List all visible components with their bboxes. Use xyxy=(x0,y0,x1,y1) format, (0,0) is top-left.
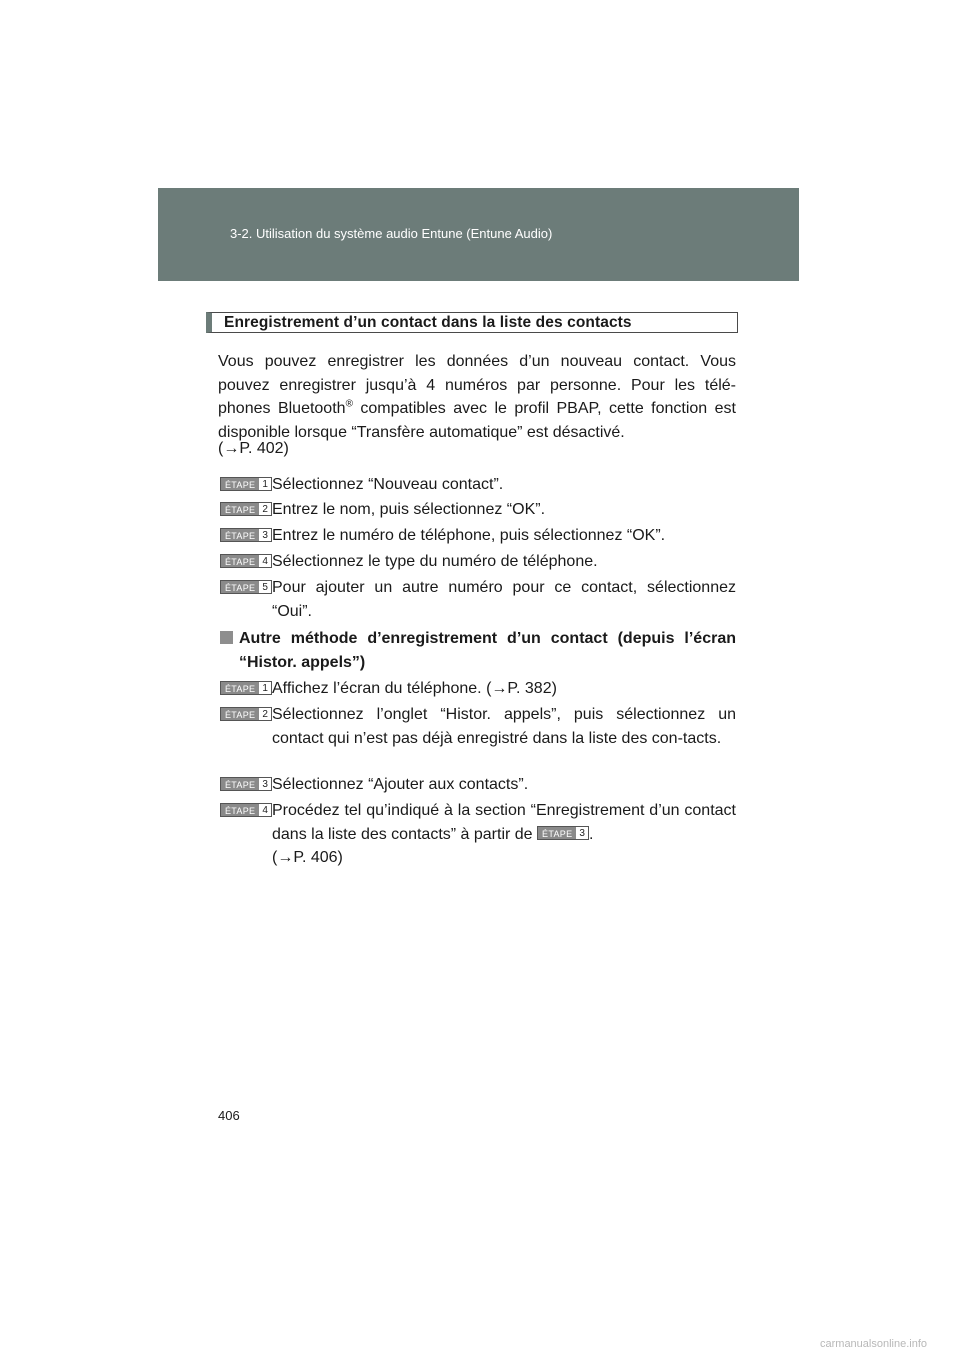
step-badge-number: 4 xyxy=(259,804,271,816)
step-badge xyxy=(220,681,272,695)
step-item xyxy=(220,473,736,497)
step-item xyxy=(220,524,736,548)
intro-page-reference: (→P. 402) xyxy=(218,440,289,457)
section-title: Enregistrement d’un contact dans la liste des contacts xyxy=(224,314,632,331)
step-text: Pour ajouter un autre numéro pour ce contact, sélectionnez “Oui”. xyxy=(272,579,736,620)
step-item xyxy=(220,550,736,574)
step-badge-number: 4 xyxy=(259,555,271,567)
step-badge-label: ÉTAPE xyxy=(221,503,259,515)
step-text: Sélectionnez “Nouveau contact”. xyxy=(272,476,504,493)
step-text-before: Procédez tel qu’indiqué à la section “Enregistrement d’un contact dans la liste des contacts” à partir de xyxy=(272,802,736,843)
step-badge xyxy=(220,477,272,491)
header-band xyxy=(158,188,799,281)
subsection-heading xyxy=(220,627,736,674)
step-badge-number: 3 xyxy=(259,778,271,790)
square-bullet-icon xyxy=(220,631,233,644)
step-badge-label: ÉTAPE xyxy=(221,555,259,567)
step-badge-number: 3 xyxy=(576,827,588,839)
step-badge-number: 5 xyxy=(259,581,271,593)
step-text: Entrez le numéro de téléphone, puis sélectionnez “OK”. xyxy=(272,527,666,544)
step-text: Sélectionnez l’onglet “Histor. appels”, puis sélectionnez un contact qui n’est pas déjà enregistré dans la liste des con-tacts. xyxy=(272,706,736,747)
step-badge xyxy=(220,554,272,568)
step-badge-label: ÉTAPE xyxy=(221,529,259,541)
step-badge-label: ÉTAPE xyxy=(221,478,259,490)
step-text xyxy=(272,799,736,870)
step-badge-label: ÉTAPE xyxy=(221,778,259,790)
intro-text-1: Vous pouvez enregistrer les données d’un nouveau contact. Vous pouvez enregistrer jusqu’à 4 numéros par personne. Pour les télé-phones Bluetooth xyxy=(218,353,736,418)
registered-mark: ® xyxy=(345,398,353,410)
step-item xyxy=(220,773,736,797)
step-page-reference: (→P. 406) xyxy=(272,849,343,867)
step-badge xyxy=(220,580,272,594)
page-number: 406 xyxy=(218,1108,240,1123)
step-badge xyxy=(220,502,272,516)
step-badge-label: ÉTAPE xyxy=(221,708,259,720)
step-badge xyxy=(220,707,272,721)
step-text: Sélectionnez le type du numéro de téléphone. xyxy=(272,553,598,570)
step-badge-number: 2 xyxy=(259,708,271,720)
step-item xyxy=(220,703,736,750)
step-text-after: . xyxy=(588,825,594,843)
step-badge-number: 2 xyxy=(259,503,271,515)
inline-step-badge xyxy=(537,826,589,840)
step-item xyxy=(220,498,736,522)
step-badge xyxy=(220,777,272,791)
intro-paragraph xyxy=(218,350,736,444)
section-heading-box xyxy=(206,312,738,333)
step-badge-number: 1 xyxy=(259,478,271,490)
step-badge-number: 1 xyxy=(259,682,271,694)
step-item xyxy=(220,576,736,623)
step-badge-number: 3 xyxy=(259,529,271,541)
step-text: Entrez le nom, puis sélectionnez “OK”. xyxy=(272,501,546,518)
subsection-title: Autre méthode d’enregistrement d’un contact (depuis l’écran “Histor. appels”) xyxy=(239,630,736,671)
step-text: Sélectionnez “Ajouter aux contacts”. xyxy=(272,776,529,793)
step-item xyxy=(220,799,736,870)
step-badge-label: ÉTAPE xyxy=(538,827,576,839)
step-badge-label: ÉTAPE xyxy=(221,804,259,816)
step-text: Affichez l’écran du téléphone. (→P. 382) xyxy=(272,680,557,697)
watermark: carmanualsonline.info xyxy=(820,1338,928,1350)
step-badge-label: ÉTAPE xyxy=(221,682,259,694)
step-badge xyxy=(220,528,272,542)
intro-text-2: compatibles avec le profil PBAP, cette fonction est disponible lorsque “Transfère automatique” est désactivé. xyxy=(218,400,737,441)
step-item xyxy=(220,677,736,701)
step-badge-label: ÉTAPE xyxy=(221,581,259,593)
header-section-title: 3-2. Utilisation du système audio Entune (Entune Audio) xyxy=(230,226,553,241)
step-badge xyxy=(220,803,272,817)
